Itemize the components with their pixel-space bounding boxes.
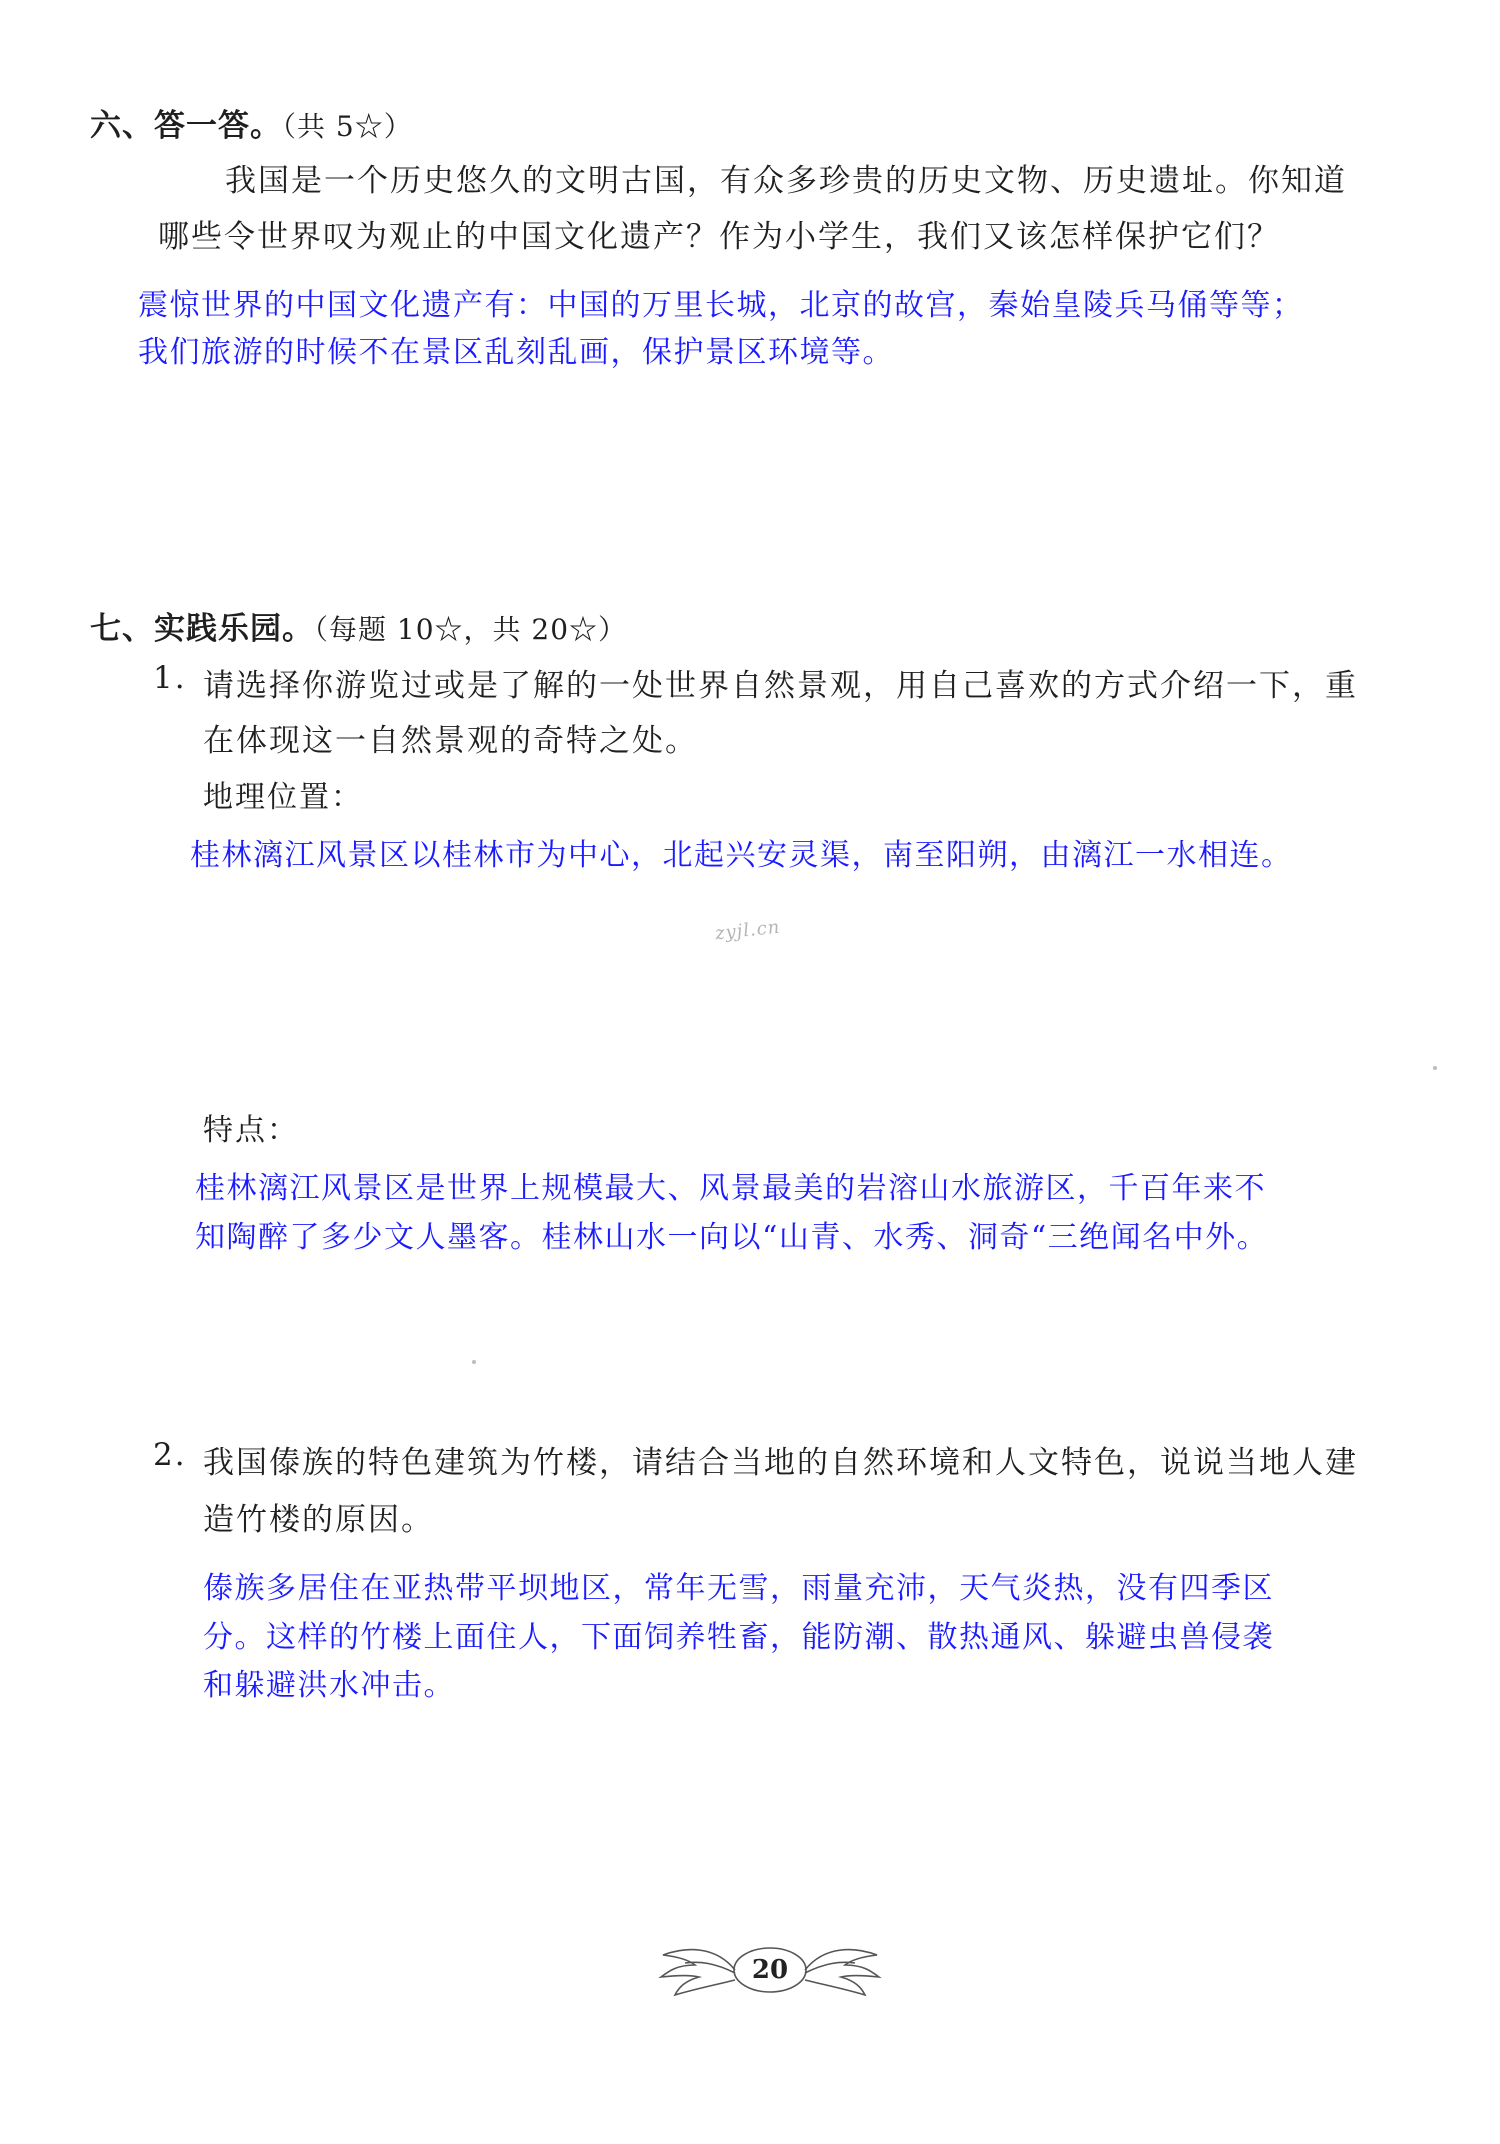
question-1-number: 1. xyxy=(153,660,187,696)
question-1-line-2: 在体现这一自然景观的奇特之处。 xyxy=(203,723,698,759)
watermark: zyjl.cn xyxy=(714,916,782,945)
section-7-heading xyxy=(90,603,627,648)
question-2-line-2: 造竹楼的原因。 xyxy=(203,1502,434,1538)
section-7-score-note: （每题 10☆，共 20☆） xyxy=(314,613,628,646)
scan-speck xyxy=(1433,1066,1437,1070)
feature-label: 特点： xyxy=(203,1113,299,1148)
question-2-line-1: 我国傣族的特色建筑为竹楼，请结合当地的自然环境和人文特色，说说当地人建 xyxy=(203,1445,1358,1481)
section-6-question-line-1: 我国是一个历史悠久的文明古国，有众多珍贵的历史文物、历史遗址。你知道 xyxy=(225,163,1347,199)
page-number: 20 xyxy=(751,1955,789,1985)
page-number-ornament xyxy=(655,1935,885,2005)
scan-speck xyxy=(472,1360,476,1364)
section-6-question-line-2: 哪些令世界叹为观止的中国文化遗产？作为小学生，我们又该怎样保护它们？ xyxy=(158,219,1280,255)
section-7-title: 七、实践乐园。 xyxy=(90,611,314,647)
location-answer: 桂林漓江风景区以桂林市为中心，北起兴安灵渠，南至阳朔，由漓江一水相连。 xyxy=(190,838,1293,873)
question-2-answer-line-1: 傣族多居住在亚热带平坝地区，常年无雪，雨量充沛，天气炎热，没有四季区 xyxy=(203,1571,1274,1606)
section-6-answer-line-2: 我们旅游的时候不在景区乱刻乱画，保护景区环境等。 xyxy=(138,335,894,370)
section-6-heading xyxy=(90,100,413,145)
question-2-answer-line-2: 分。这样的竹楼上面住人，下面饲养牲畜，能防潮、散热通风、躲避虫兽侵袭 xyxy=(203,1620,1274,1655)
feature-answer-line-2: 知陶醉了多少文人墨客。桂林山水一向以“山青、水秀、洞奇“三绝闻名中外。 xyxy=(195,1220,1269,1255)
question-2-number: 2. xyxy=(153,1437,187,1473)
question-2-answer-line-3: 和躲避洪水冲击。 xyxy=(203,1668,455,1703)
feature-answer-line-1: 桂林漓江风景区是世界上规模最大、风景最美的岩溶山水旅游区，千百年来不 xyxy=(195,1171,1266,1206)
question-1-line-1: 请选择你游览过或是了解的一处世界自然景观，用自己喜欢的方式介绍一下，重 xyxy=(203,668,1358,704)
location-label: 地理位置： xyxy=(203,780,363,815)
section-6-answer-line-1: 震惊世界的中国文化遗产有：中国的万里长城，北京的故宫，秦始皇陵兵马俑等等； xyxy=(138,288,1304,323)
section-6-score-note: （共 5☆） xyxy=(282,110,413,143)
section-6-title: 六、答一答。 xyxy=(90,108,282,144)
